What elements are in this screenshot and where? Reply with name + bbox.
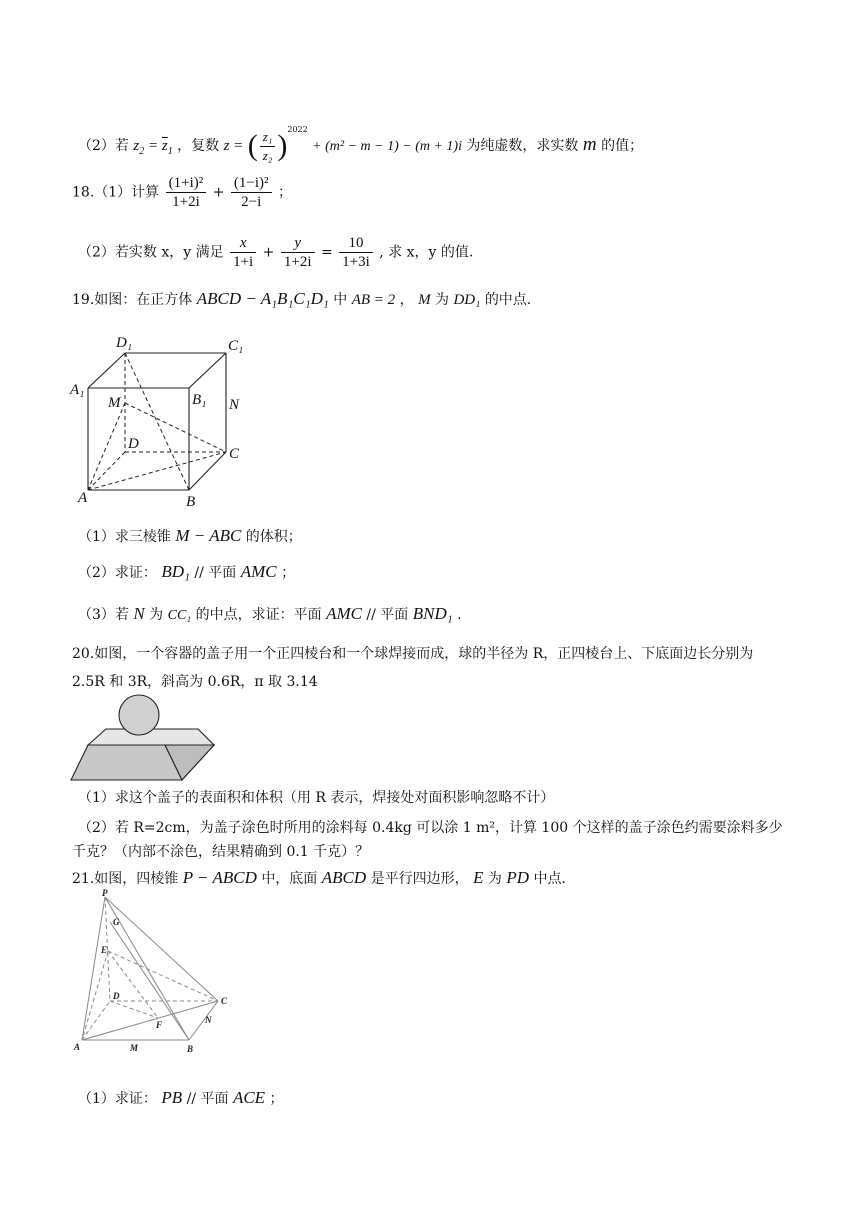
label-C: C: [229, 446, 240, 462]
q19-cube-figure: [66, 330, 256, 510]
q18-fraction-y: $\frac{y}{1+2i}$: [281, 234, 315, 271]
label-M: M: [108, 395, 121, 411]
label-B: B: [187, 1044, 194, 1054]
q20-intro-line1: 20.如图，一个容器的盖子用一个正四棱台和一个球焊接而成，球的半径为 R，正四棱台上、下底面边长分别为: [72, 646, 754, 662]
q21-pyramid-figure: [66, 888, 246, 1058]
label-E: E: [101, 945, 108, 955]
label-P: P: [102, 888, 108, 898]
label-N: N: [205, 1015, 212, 1025]
q21-intro: 21.如图，四棱锥 P − ABCD 中，底面 ABCD 是平行四边形， E 为 PD 中点.: [72, 868, 566, 887]
q20-intro-line2: 2.5R 和 3R，斜高为 0.6R，π 取 3.14: [72, 674, 318, 690]
label-D: D: [113, 991, 120, 1001]
label-F: F: [156, 1020, 163, 1030]
q19-part1: （1）求三棱锥 M − ABC 的体积；: [78, 526, 302, 545]
label-D1: D₁: [116, 335, 133, 351]
label-C1: C₁: [228, 338, 244, 354]
q17-fraction: $\frac{\text{z₁}}{\text{z₂}}$: [260, 128, 276, 165]
q18-fraction-x: $\frac{x}{1+i}$: [230, 234, 256, 271]
q19-intro: 19.如图：在正方体 ABCD − A₁B₁C₁D₁ 中 AB = 2 ， M 为 DD₁ 的中点.: [72, 289, 532, 308]
label-A: A: [74, 1042, 81, 1052]
label-G: G: [113, 917, 120, 927]
q20-part2-line2: 千克？（内部不涂色，结果精确到 0.1 千克）？: [72, 844, 370, 860]
q18-fraction-1: $\frac{\text{(1+i)²}}{1+2i}$: [166, 174, 207, 211]
q21-part1: （1）求证： PB // 平面 ACE ；: [78, 1088, 284, 1107]
label-A: A: [78, 490, 88, 506]
label-B1: B₁: [192, 392, 207, 408]
q17-condition: $z_2 = \overline{z}_1$: [133, 138, 173, 157]
q20-part2-line1: （2）若 R=2cm，为盖子涂色时所用的涂料每 0.4kg 可以涂 1 m²，计算 100 个这样的盖子涂色约需要涂料多少: [78, 820, 783, 836]
q18-fraction-10: $\frac{10}{1+3i}$: [339, 234, 373, 271]
q20-part1: （1）求这个盖子的表面积和体积（用 R 表示，焊接处对面积影响忽略不计）: [78, 790, 555, 806]
q19-part2: （2）求证： BD₁ // 平面 AMC ；: [78, 562, 296, 581]
q18-fraction-2: $\frac{\text{(1−i)²}}{2-i}$: [231, 174, 272, 211]
label-B: B: [186, 494, 196, 510]
q17-part2: （2）若 $z_2 = \overline{z}_1$ ，复数 z = ( $\frac{\text{z₁}}{\text{z₂}}$ )$^{2022}$ + (m² − m − 1) − (m + 1)i 为纯虚数，求实数 m 的值；: [78, 125, 644, 163]
label-A1: A₁: [70, 382, 85, 398]
q19-part3: （3）若 N 为 CC₁ 的中点，求证：平面 AMC // 平面 BND₁ .: [78, 604, 462, 623]
label-M: M: [130, 1043, 139, 1053]
q20-lid-figure: [68, 692, 220, 784]
q18-part2: （2）若实数 x，y 满足 $\frac{x}{1+i}$ + $\frac{y}{1+2i}$ = $\frac{10}{1+3i}$ , 求 x，y 的值.: [78, 235, 474, 270]
label-D: D: [128, 436, 139, 452]
label-N: N: [229, 397, 240, 413]
label-C: C: [221, 996, 228, 1006]
q18-part1: 18.（1）计算 $\frac{\text{(1+i)²}}{1+2i}$ + $\frac{\text{(1−i)²}}{2-i}$ ；: [72, 175, 292, 210]
